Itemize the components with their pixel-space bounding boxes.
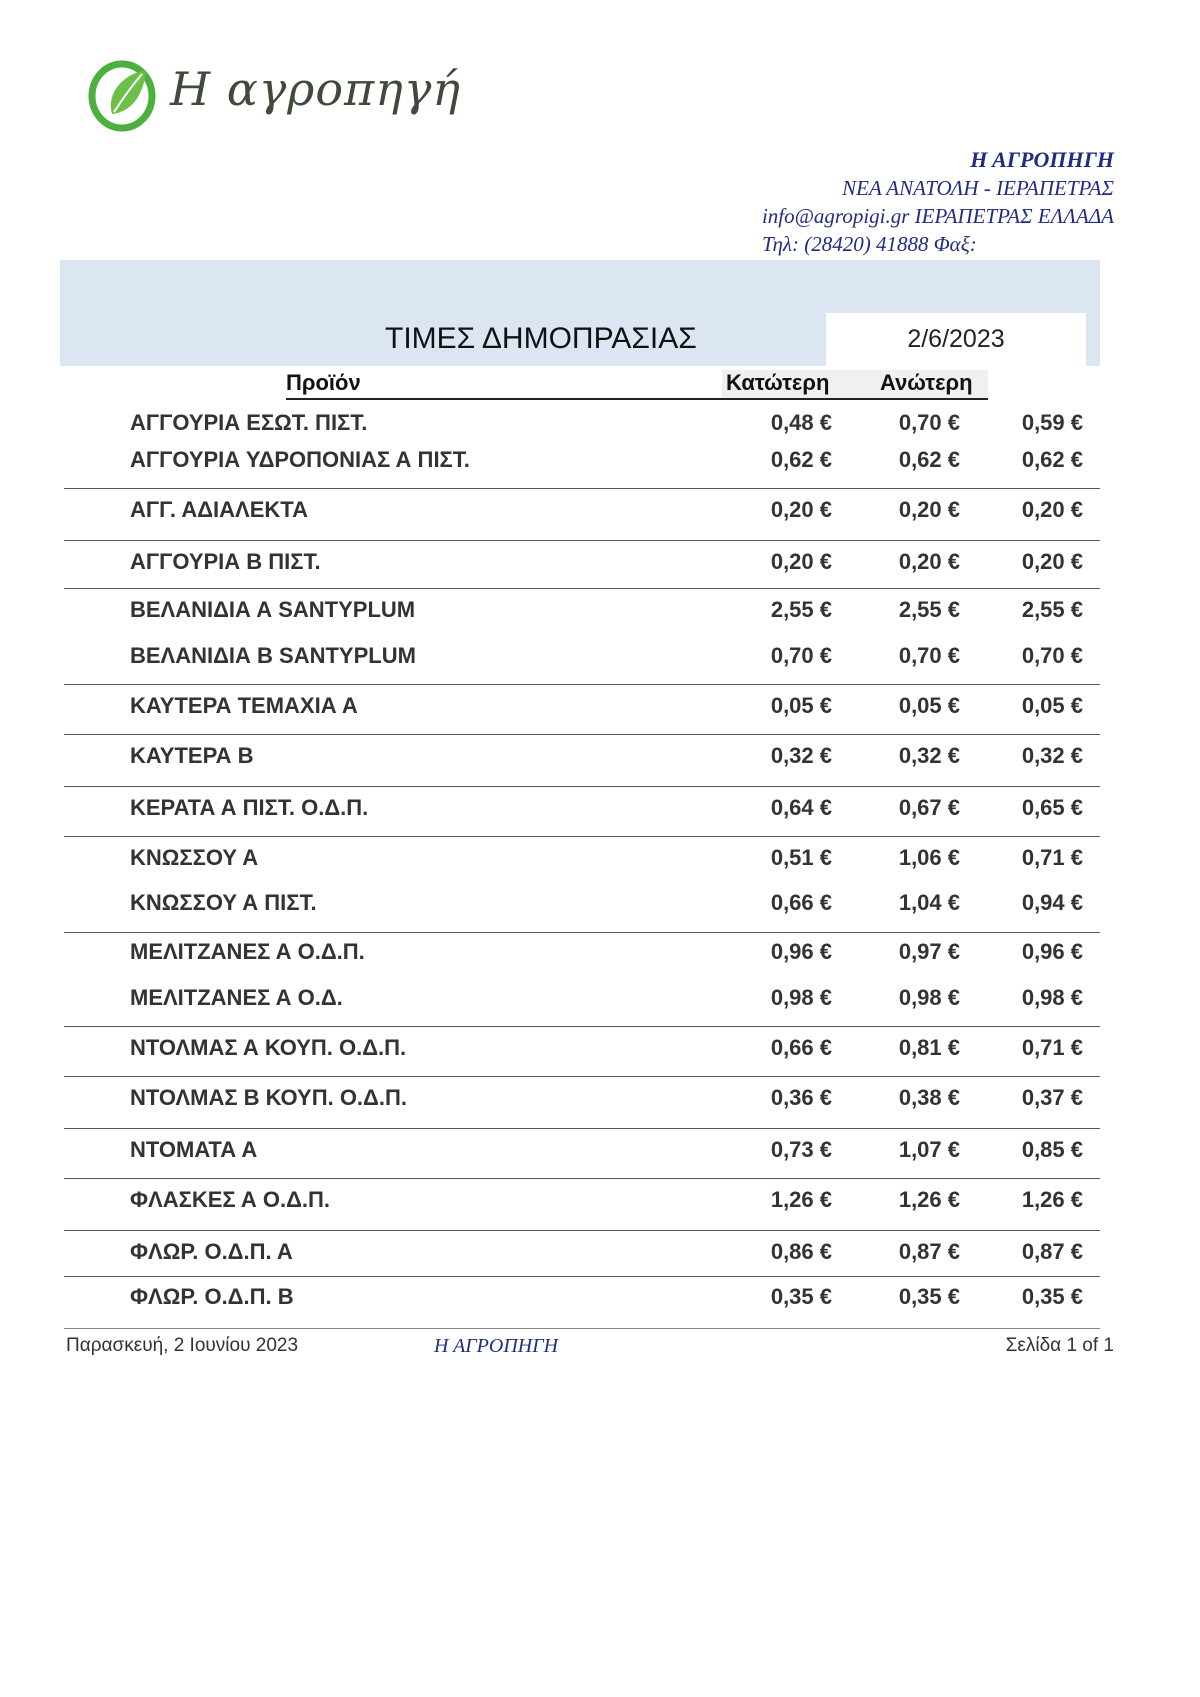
- price-low: 0,20 €: [770, 549, 832, 574]
- product-name: ΑΓΓΟΥΡΙΑ Β ΠΙΣΤ.: [130, 549, 321, 574]
- product-name: ΚΑΥΤΕΡΑ Β: [130, 743, 254, 768]
- price-avg: 0,35 €: [1021, 1284, 1083, 1309]
- price-high: 2,55 €: [898, 597, 960, 622]
- price-high: 0,70 €: [898, 410, 960, 435]
- table-row: [0, 549, 1200, 593]
- column-header-low: Κατώτερη: [726, 370, 830, 395]
- company-phone: Τηλ: (28420) 41888 Φαξ:: [761, 232, 977, 256]
- price-high: 0,87 €: [898, 1239, 960, 1264]
- price-low: 0,35 €: [770, 1284, 832, 1309]
- price-avg: 0,71 €: [1021, 845, 1083, 870]
- company-logo: [86, 52, 461, 142]
- header-underline: [286, 398, 988, 400]
- row-divider: [64, 1276, 1100, 1277]
- product-name: ΒΕΛΑΝΙΔΙΑ Α SANTYPLUM: [130, 597, 416, 622]
- product-name: ΦΛΩΡ. Ο.Δ.Π. Β: [130, 1284, 294, 1309]
- row-divider: [64, 932, 1100, 933]
- price-avg: 0,94 €: [1021, 890, 1083, 915]
- table-row: [0, 497, 1200, 541]
- company-address: ΝΕΑ ΑΝΑΤΟΛΗ - ΙΕΡΑΠΕΤΡΑΣ: [842, 176, 1114, 200]
- price-low: 0,86 €: [770, 1239, 832, 1264]
- row-divider: [64, 1230, 1100, 1231]
- product-name: ΑΓΓΟΥΡΙΑ ΥΔΡΟΠΟΝΙΑΣ Α ΠΙΣΤ.: [130, 447, 470, 472]
- price-low: 2,55 €: [770, 597, 832, 622]
- price-low: 1,26 €: [770, 1187, 832, 1212]
- price-low: 0,73 €: [770, 1137, 832, 1162]
- product-name: ΑΓΓΟΥΡΙΑ ΕΣΩΤ. ΠΙΣΤ.: [130, 410, 368, 435]
- price-low: 0,20 €: [770, 497, 832, 522]
- column-header-product: Προϊόν: [286, 370, 361, 395]
- price-low: 0,96 €: [770, 939, 832, 964]
- price-avg: 2,55 €: [1021, 597, 1083, 622]
- report-title: ΤΙΜΕΣ ΔΗΜΟΠΡΑΣΙΑΣ: [385, 322, 697, 355]
- price-avg: 0,20 €: [1021, 497, 1083, 522]
- company-email: info@agropigi.gr ΙΕΡΑΠΕΤΡΑΣ ΕΛΛΑΔΑ: [761, 204, 1114, 228]
- price-avg: 0,37 €: [1021, 1085, 1083, 1110]
- product-name: ΝΤΟΜΑΤΑ Α: [130, 1137, 258, 1162]
- price-avg: 0,70 €: [1021, 643, 1083, 668]
- table-row: [0, 845, 1200, 889]
- table-row: [0, 890, 1200, 934]
- row-divider: [64, 1128, 1100, 1129]
- company-info: [762, 146, 1114, 258]
- table-row: [0, 1085, 1200, 1129]
- product-name: ΝΤΟΛΜΑΣ Β ΚΟΥΠ. Ο.Δ.Π.: [130, 1085, 407, 1110]
- row-divider: [64, 1178, 1100, 1179]
- price-avg: 0,87 €: [1021, 1239, 1083, 1264]
- footer-divider: [64, 1328, 1100, 1329]
- price-high: 0,20 €: [898, 497, 960, 522]
- price-low: 0,36 €: [770, 1085, 832, 1110]
- product-name: ΒΕΛΑΝΙΔΙΑ Β SANTYPLUM: [130, 643, 416, 668]
- price-high: 0,97 €: [898, 939, 960, 964]
- price-avg: 0,20 €: [1021, 549, 1083, 574]
- table-row: [0, 985, 1200, 1029]
- row-divider: [64, 1026, 1100, 1027]
- column-header-high: Ανώτερη: [880, 370, 973, 395]
- product-name: ΚΕΡΑΤΑ Α ΠΙΣΤ. Ο.Δ.Π.: [130, 795, 369, 820]
- row-divider: [64, 588, 1100, 589]
- table-row: [0, 1187, 1200, 1231]
- product-name: ΜΕΛΙΤΖΑΝΕΣ Α Ο.Δ.Π.: [130, 939, 365, 964]
- table-row: [0, 693, 1200, 737]
- price-avg: 0,98 €: [1021, 985, 1083, 1010]
- price-high: 1,06 €: [898, 845, 960, 870]
- price-high: 0,62 €: [898, 447, 960, 472]
- price-avg: 0,62 €: [1021, 447, 1083, 472]
- price-low: 0,62 €: [770, 447, 832, 472]
- row-divider: [64, 836, 1100, 837]
- row-divider: [64, 734, 1100, 735]
- price-low: 0,32 €: [770, 743, 832, 768]
- product-name: ΚΝΩΣΣΟΥ Α: [130, 845, 259, 870]
- footer-page: Σελίδα 1 of 1: [1005, 1335, 1114, 1356]
- table-row: [0, 939, 1200, 983]
- table-row: [0, 597, 1200, 641]
- price-avg: 1,26 €: [1021, 1187, 1083, 1212]
- price-avg: 0,85 €: [1021, 1137, 1083, 1162]
- table-row: [0, 447, 1200, 491]
- price-avg: 0,71 €: [1021, 1035, 1083, 1060]
- price-high: 0,35 €: [898, 1284, 960, 1309]
- price-high: 1,07 €: [898, 1137, 960, 1162]
- table-row: [0, 1137, 1200, 1181]
- table-row: [0, 1284, 1200, 1328]
- footer-date: Παρασκευή, 2 Ιουνίου 2023: [66, 1335, 299, 1356]
- price-low: 0,48 €: [770, 410, 832, 435]
- price-low: 0,66 €: [770, 1035, 832, 1060]
- price-high: 0,81 €: [898, 1035, 960, 1060]
- product-name: ΚΑΥΤΕΡΑ ΤΕΜΑΧΙΑ Α: [130, 693, 358, 718]
- price-high: 0,98 €: [898, 985, 960, 1010]
- price-low: 0,98 €: [770, 985, 832, 1010]
- company-name: Η ΑΓΡΟΠΗΓΗ: [970, 147, 1114, 172]
- product-name: ΜΕΛΙΤΖΑΝΕΣ Α Ο.Δ.: [130, 985, 343, 1010]
- row-divider: [64, 786, 1100, 787]
- price-high: 0,05 €: [898, 693, 960, 718]
- product-name: ΦΛΑΣΚΕΣ Α Ο.Δ.Π.: [130, 1187, 331, 1212]
- table-row: [0, 643, 1200, 687]
- report-date: 2/6/2023: [826, 313, 1086, 366]
- price-high: 0,38 €: [898, 1085, 960, 1110]
- price-avg: 0,96 €: [1021, 939, 1083, 964]
- price-low: 0,66 €: [770, 890, 832, 915]
- product-name: ΦΛΩΡ. Ο.Δ.Π. Α: [130, 1239, 293, 1264]
- price-high: 0,70 €: [898, 643, 960, 668]
- table-row: [0, 1035, 1200, 1079]
- footer-company: Η ΑΓΡΟΠΗΓΗ: [434, 1335, 559, 1357]
- logo-text: Η αγροπηγή: [170, 62, 461, 116]
- product-name: ΚΝΩΣΣΟΥ Α ΠΙΣΤ.: [130, 890, 317, 915]
- table-row: [0, 795, 1200, 839]
- product-name: ΝΤΟΛΜΑΣ Α ΚΟΥΠ. Ο.Δ.Π.: [130, 1035, 407, 1060]
- leaf-icon: [86, 56, 162, 132]
- row-divider: [64, 684, 1100, 685]
- price-avg: 0,05 €: [1021, 693, 1083, 718]
- row-divider: [64, 540, 1100, 541]
- price-high: 0,67 €: [898, 795, 960, 820]
- price-avg: 0,32 €: [1021, 743, 1083, 768]
- product-name: ΑΓΓ. ΑΔΙΑΛΕΚΤΑ: [130, 497, 308, 522]
- price-low: 0,64 €: [770, 795, 832, 820]
- row-divider: [64, 488, 1100, 489]
- price-avg: 0,59 €: [1021, 410, 1083, 435]
- price-high: 1,26 €: [898, 1187, 960, 1212]
- price-high: 0,20 €: [898, 549, 960, 574]
- price-low: 0,51 €: [770, 845, 832, 870]
- row-divider: [64, 1076, 1100, 1077]
- price-high: 1,04 €: [898, 890, 960, 915]
- price-high: 0,32 €: [898, 743, 960, 768]
- price-avg: 0,65 €: [1021, 795, 1083, 820]
- price-low: 0,05 €: [770, 693, 832, 718]
- price-low: 0,70 €: [770, 643, 832, 668]
- table-row: [0, 743, 1200, 787]
